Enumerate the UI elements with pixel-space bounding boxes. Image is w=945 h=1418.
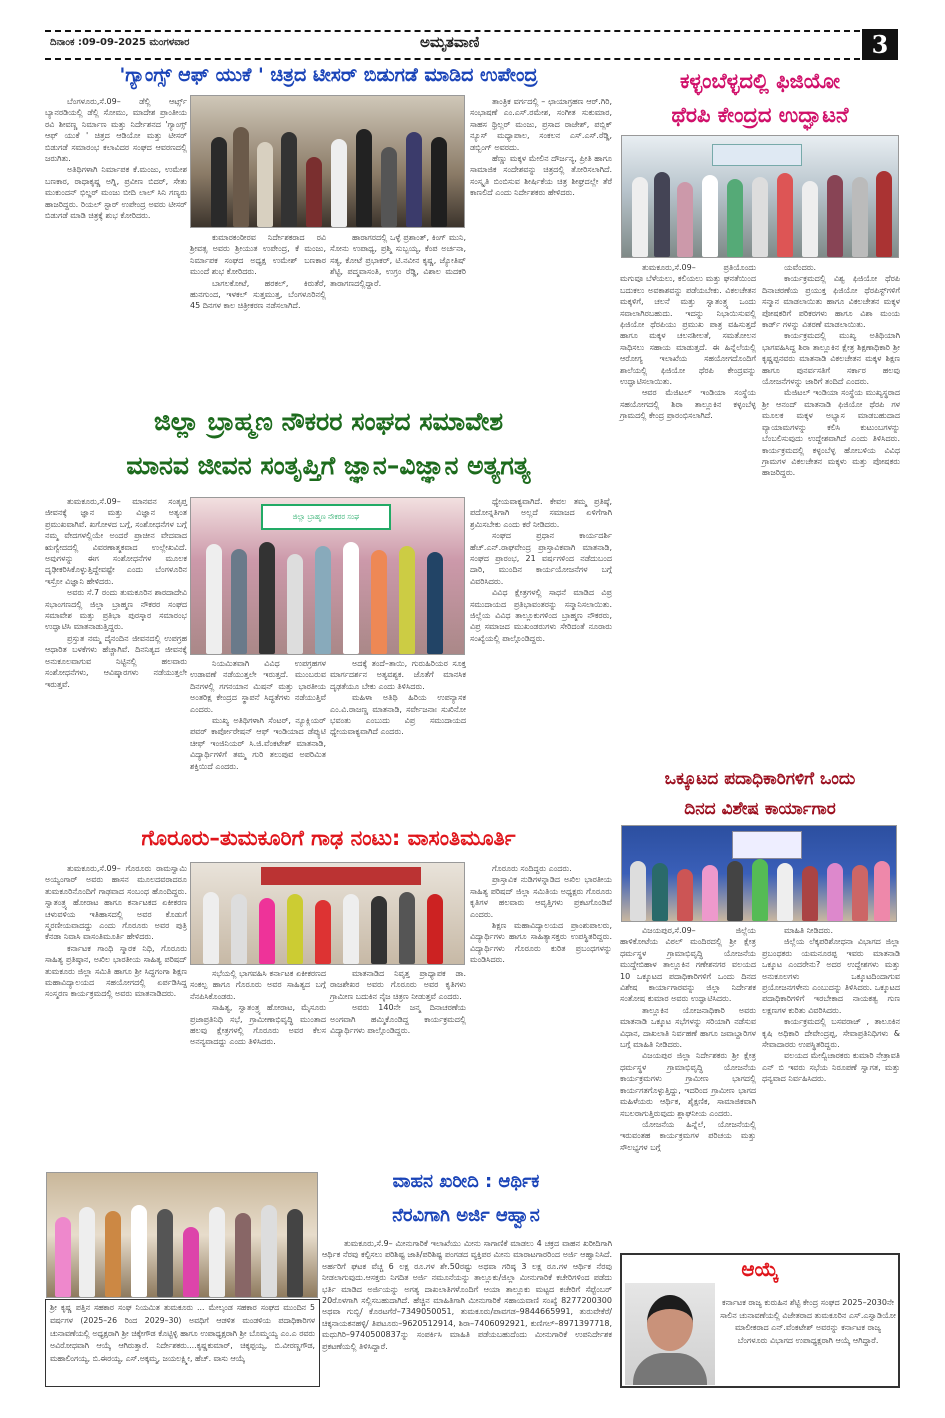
headline-workshop bbox=[620, 764, 900, 824]
paragraph: ತುಮಕೂರು,ಸೆ.09– ಗೊರೂರು ರಾಮಸ್ವಾಮಿ ಅಯ್ಯಂಗಾರ್ ಅವರು ಹಾಸನ ಮೂಲದವರಾದರೂ ತುಮಕೂರಿನೊಂದಿಗೆ ಗಾಢವಾದ ಸಂಬಂಧ ಹೊಂದಿದ್ದರು. ಸ್ವಾತಂತ್ರ್ಯ ಹೋರಾಟ ಹಾಗೂ ಕರ್ನಾಟಕದ ಏಕೀಕರಣ ಚಳುವಳಿಯ ಇತಿಹಾಸದಲ್ಲಿ ಅವರ ಕೊಡುಗೆ ಸ್ಮರಣೀಯವಾದದ್ದು ಎಂದು ಗೊರೂರು ಅವರ ಪುತ್ರಿ ಕೆನಡಾ ನಿವಾಸಿ ವಾಸಂತಿಮೂರ್ತಿ ಹೇಳಿದರು. bbox=[45, 864, 187, 942]
paragraph: ವಲಯದ ಮೇಲ್ವಿಚಾರಕರು ಕುಮಾರಿ ನೇತ್ರಾವತಿ ಎನ್ ಬಿ ಇವರು ಸಭೆಯ ನಿರೂಪಣೆ ಸ್ವಾಗತ, ಮತ್ತು ಧನ್ಯವಾದ ನಿರ್ವಹಿಸಿದರು. bbox=[762, 1051, 901, 1084]
paragraph: ಅದಕ್ಕೆ ತಂದೆ–ತಾಯಿ, ಗುರುಹಿರಿಯರ ಸೂಕ್ತ ಮಾರ್ಗದರ್ಶನ ಅತ್ಯವಶ್ಯಕ. ಜೊತೆಗೆ ಮಾನಸಿಕ ದೃಢತೆಯೂ ಬೇಕು ಎಂದು ತಿಳಿಸಿದರು. bbox=[330, 659, 466, 691]
article-vehicle-aid-body bbox=[322, 1238, 612, 1386]
selection-notice-box bbox=[620, 1253, 900, 1388]
paragraph: ತಾಂತ್ರಿಕ ವರ್ಗದಲ್ಲಿ – ಛಾಯಾಗ್ರಹಣ ಆರ್.ಗಿರಿ, ಸಂಭಾಷಣೆ ಎಂ.ಎಸ್.ರಮೇಶ, ಸಂಗೀತ ಸುಕುಮಾರ, ಸಾಹಸ ಥ್ರಿಲ್ಲರ್ ಮಂಜು, ಪ್ರಸಾದ ರಾಜೇಶ್, ಪಬ್ಲಿಕ್ ನ್ಯೂಸ್ ಮಧ್ಯಾಪಾಲ, ಸಂಕಲನ ಎಸ್.ಎಸ್.ರೆಡ್ಡಿ, ಡಬ್ಬಿಂಗ್ ಅವರದು. bbox=[470, 97, 612, 152]
paragraph: ಹೆಣ್ಣು ಮಕ್ಕಳ ಮೇಲಿನ ದೌರ್ಜನ್ಯ, ಪ್ರೀತಿ ಹಾಗೂ ಸಾಮಾಜಿಕ ಸಂದೇಶವನ್ನು ಚಿತ್ರದಲ್ಲಿ ತೋರಿಸಲಾಗಿದೆ. ಸಂಸ್ಕೃತಿ ಬಿಂಬಿಸುವ ಶೀರ್ಷಿಕೆಯ ಚಿತ್ರ ಶೀಘ್ರದಲ್ಲೇ ತೆರೆ ಕಾಣಲಿದೆ ಎಂದು ನಿರ್ದೇಶಕರು ಹೇಳಿದರು. bbox=[470, 154, 612, 198]
paragraph: ಪ್ರಾಸ್ತಾವಿಕ ನುಡಿಗಳನ್ನಾಡಿದ ಅಖಿಲ ಭಾರತೀಯ ಸಾಹಿತ್ಯ ಪರಿಷದ್ ಜಿಲ್ಲಾ ಸಮಿತಿಯ ಅಧ್ಯಕ್ಷರು ಗೊರೂರು ಕೃತಿಗಳ ಹಲವಾರು ಆವೃತ್ತಿಗಳು ಪ್ರಕಟಗೊಂಡಿವೆ ಎಂದರು. bbox=[470, 875, 612, 919]
headline-line: ಕಳ್ಳಂಬೆಳ್ಳದಲ್ಲಿ ಫಿಜಿಯೋ bbox=[679, 69, 841, 93]
headline-line: ಮಾನವ ಜೀವನ ಸಂತೃಪ್ತಿಗೆ ಜ್ಞಾನ–ವಿಜ್ಞಾನ ಅತ್ಯಗತ್ಯ bbox=[126, 451, 531, 480]
paragraph: ಸಭೆಯಲ್ಲಿ ಭಾಗವಹಿಸಿ ಕರ್ನಾಟಕ ಏಕೀಕರಣದ ಸಂಕಲ್ಪ ಹಾಗೂ ಗೊರೂರು ಅವರ ಸಾಹಿತ್ಯದ ಬಗ್ಗೆ ನೆನಪಿಸಿಕೊಂಡರು. bbox=[190, 969, 326, 1001]
headline-line: ನೆರವಿಗಾಗಿ ಅರ್ಜಿ ಆಹ್ವಾನ bbox=[392, 1205, 540, 1226]
article-physio-col1 bbox=[620, 262, 756, 760]
photo-film-team bbox=[190, 95, 465, 228]
paragraph: ಶಿಕ್ಷಣ ಮಹಾವಿದ್ಯಾಲಯದ ಪ್ರಾಂಶುಪಾಲರು, ವಿದ್ಯಾರ್ಥಿಗಳು ಹಾಗೂ ಸಾಹಿತ್ಯಾಸಕ್ತರು ಉಪಸ್ಥಿತರಿದ್ದರು. ವಿದ್ಯಾರ್ಥಿಗಳು ಗೊರೂರು ಕುರಿತ ಪ್ರಬಂಧಗಳನ್ನು ಮಂಡಿಸಿದರು. bbox=[470, 921, 612, 965]
article-gangs-col2 bbox=[190, 232, 326, 390]
headline-line: ಥೆರಪಿ ಕೇಂದ್ರದ ಉದ್ಘಾಟನೆ bbox=[671, 103, 849, 127]
paragraph: ಕರ್ನಾಟಕ ಗಾಂಧಿ ಸ್ಮಾರಕ ನಿಧಿ, ಗೊರೂರು ಸಾಹಿತ್ಯ ಪ್ರತಿಷ್ಠಾನ, ಅಖಿಲ ಭಾರತೀಯ ಸಾಹಿತ್ಯ ಪರಿಷದ್ ತುಮಕೂರು ಜಿಲ್ಲಾ ಸಮಿತಿ ಹಾಗೂ ಶ್ರೀ ಸಿದ್ಧಗಂಗಾ ಶಿಕ್ಷಣ ಮಹಾವಿದ್ಯಾಲಯದ ಸಹಯೋಗದಲ್ಲಿ ಏರ್ಪಡಿಸಿದ್ದ ಸಂಸ್ಮರಣ ಕಾರ್ಯಕ್ರಮದಲ್ಲಿ ಅವರು ಮಾತನಾಡಿದರು. bbox=[45, 943, 187, 999]
paragraph: ಹಾರಾಗರದಲ್ಲಿ ಒಳ್ಳೆ ಪ್ರಶಾಂತ್, ಕಿಂಗ್ ಮುನಿ, ಸೋನು ಉಪಾಧ್ಯ, ಪ್ರಶ್ಮಿ ಸುಬ್ಬಯ್ಯ, ಕೆಂಪ ಅರ್ಚನಾ, ಸತ್ಯ, ಕೋಟೆ ಪ್ರಭಾಕರ್, ಟಿ.ನವೀನ ಕೃಷ್ಣ, ಜ್ಯೋತಿಷ್ ಶೆಟ್ಟಿ, ಪದ್ಮವಾಸಂತಿ, ಉಗ್ರಂ ರೆಡ್ಡಿ, ವಿಶಾಲ ಮದಕರಿ ತಾರಾಗಣದಲ್ಲಿದ್ದಾರೆ. bbox=[330, 233, 466, 288]
paragraph: ಕಾರ್ಯಕ್ರಮದಲ್ಲಿ ಮುಖ್ಯ ಅತಿಥಿಯಾಗಿ ಭಾಗವಹಿಸಿದ್ದ ಶಿರಾ ತಾಲ್ಲೂಕಿನ ಕ್ಷೇತ್ರ ಶಿಕ್ಷಣಾಧಿಕಾರಿ ಶ್ರೀ ಕೃಷ್ಣಪ್ಪನವರು ಮಾತನಾಡಿ ವಿಕಲಚೇತನ ಮಕ್ಕಳ ಶಿಕ್ಷಣ ಹಾಗೂ ಪುನರ್ವಸತಿಗೆ ಸರ್ಕಾರ ಹಲವು ಯೋಜನೆಗಳನ್ನು ಜಾರಿಗೆ ತಂದಿದೆ ಎಂದರು. bbox=[762, 331, 900, 387]
page-number: 3 bbox=[862, 29, 898, 60]
paragraph: ಮೆಜಿಟಲ್ ಇಂಡಿಯಾ ಸಂಸ್ಥೆಯ ಮುಖ್ಯಸ್ಥರಾದ ಶ್ರೀ ಆನಂದ್ ಮಾತನಾಡಿ ಫಿಜಿಯೋ ಥೆರಪಿ ಗಳ ಮೂಲಕ ಮಕ್ಕಳ ಅಭ್ಯಾಸ ಮಾಡಬಹುದಾದ ವ್ಯಾಯಾಮಗಳನ್ನು ಕಲಿಸಿ ಕುಟುಂಬಗಳನ್ನು ಬೆಂಬಲಿಸುವುದು ಉದ್ದೇಶವಾಗಿದೆ ಎಂದು ತಿಳಿಸಿದರು. ಕಾರ್ಯಕ್ರಮದಲ್ಲಿ ಕಳ್ಳಂಬೆಳ್ಳ ಹೋಬಳಿಯ ವಿವಿಧ ಗ್ರಾಮಗಳ ವಿಕಲಚೇತನ ಮಕ್ಕಳು ಮತ್ತು ಪೋಷಕರು ಹಾಜರಿದ್ದರು. bbox=[762, 388, 900, 478]
newspaper-title: ಅಮೃತವಾಣಿ bbox=[420, 33, 480, 51]
headline-gangs-of-uk: 'ಗ್ಯಾಂಗ್ಸ್ ಆಫ್ ಯುಕೆ ' ಚಿತ್ರದ ಟೀಸರ್ ಬಿಡುಗಡೆ ಮಾಡಿದ ಉಪೇಂದ್ರ bbox=[119, 64, 538, 86]
notice-text: ಕರ್ನಾಟಕ ರಾಜ್ಯ ಕುರುಹಿನ ಶೆಟ್ಟಿ ಕೇಂದ್ರ ಸಂಘದ 2025–2030ನೇ ಸಾಲಿನ ಚುನಾವಣೆಯಲ್ಲಿ ವಿಜೇತರಾದ ತುಮಕೂರಿನ ಎಸ್.ಎಸ್ವಾಡಿಯೋ ಮಾಲೀಕರಾದ ಎನ್.ವೆಂಕಟೇಶ್ ಅವರನ್ನು ಕರ್ನಾಟಕ ರಾಜ್ಯ ಬೆಂಗಳೂರು ವಿಭಾಗದ ಉಪಾಧ್ಯಕ್ಷರಾಗಿ ಆಯ್ಕೆ ಆಗಿದ್ದಾರೆ. bbox=[720, 1298, 896, 1345]
article-goruru-col1 bbox=[45, 863, 187, 1163]
paragraph: ತುಮಕೂರು,ಸೆ.09– ಪ್ರತಿಯೊಂದು ಮಗುವೂ ಬೆಳೆಯಲು, ಕಲಿಯಲು ಮತ್ತು ಘನತೆಯಿಂದ ಬದುಕಲು ಅವಕಾಶವನ್ನು ಪಡೆಯಬೇಕು. ವಿಕಲಚೇತನ ಮಕ್ಕಳಿಗೆ, ಚಲನೆ ಮತ್ತು ಸ್ವಾತಂತ್ರ್ಯ ಒಂದು ಸವಾಲಾಗಿರಬಹುದು. ಇದನ್ನು ನಿಭಾಯಿಸುವಲ್ಲಿ ಫಿಜಿಯೋ ಥೆರಪಿಯು ಪ್ರಮುಖ ಪಾತ್ರ ವಹಿಸುತ್ತದೆ ಹಾಗೂ ಮಕ್ಕಳ ಚಲನಶೀಲತೆ, ಸಮತೋಲನ ಸಾಧಿಸಲು ಸಹಾಯ ಮಾಡುತ್ತದೆ. ಈ ಹಿನ್ನೆಲೆಯಲ್ಲಿ ಆರೋಗ್ಯ ಇಲಾಖೆಯ ಸಹಯೋಗದೊಂದಿಗೆ ಶಾಲೆಯಲ್ಲಿ ಫಿಜಿಯೋ ಥೆರಪಿ ಕೇಂದ್ರವನ್ನು ಉದ್ಘಾಟಿಸಲಾಯಿತು. bbox=[620, 263, 756, 387]
headline-line: ದಿನದ ವಿಶೇಷ ಕಾರ್ಯಾಗಾರ bbox=[684, 799, 836, 819]
paragraph: ಯೋಜನೆಯ ಹಿನ್ನೆಲೆ, ಯೋಜನೆಯಲ್ಲಿ ಇರುವಂತಹ ಕಾರ್ಯಕ್ರಮಗಳ ಪರಿಚಯ ಮತ್ತು ಸೌಲಭ್ಯಗಳ ಬಗ್ಗೆ bbox=[620, 1119, 756, 1152]
paragraph: ಜಿಲ್ಲೆಯ ಲೆಕ್ಕಪರಿಶೋಧನಾ ವಿಭಾಗದ ಜಿಲ್ಲಾ ಪ್ರಬಂಧಕರು ಯಮನೂರಪ್ಪ ಇವರು ಮಾತನಾಡಿ ಒಕ್ಕೂಟ ಎಂದರೇನು? ಅದರ ಉದ್ದೇಶಗಳು ಮತ್ತು ಅನುಕೂಲಗಳು ಒಕ್ಕೂಟದಿಂದಾಗುವ ಪ್ರಯೋಜನಗಳೇನು ಎಂಬುದನ್ನು ತಿಳಿಸಿದರು. ಒಕ್ಕೂಟದ ಪದಾಧಿಕಾರಿಗಳಿಗೆ ಇರಬೇಕಾದ ನಾಯಕತ್ವ ಗುಣ ಲಕ್ಷಣಗಳ ಕುರಿತು ವಿವರಿಸಿದರು. bbox=[762, 937, 900, 1015]
paragraph: ಮಾಹಿತಿ ನೀಡಿದರು. bbox=[784, 926, 833, 935]
headline-physio bbox=[620, 64, 900, 132]
article-brahmin-col2 bbox=[190, 658, 326, 771]
photo-cooperative-society bbox=[46, 1172, 318, 1298]
paragraph: ಕಾರ್ಯಕ್ರಮದಲ್ಲಿ ಬಸವರಾಜ್ , ತಾಲೂಕಿನ ಕೃಷಿ ಅಧಿಕಾರಿ ದೇವೇಂದ್ರಪ್ಪ, ಸೇವಾಪ್ರತಿನಿಧಿಗಳು & ಸೇವಾದಾರರು ಉಪಸ್ಥಿತರಿದ್ದರು. bbox=[762, 1017, 900, 1050]
paragraph: ಅತಿಥಿಗಳಾಗಿ ನಿರ್ಮಾಪಕ ಕೆ.ಮಂಜು, ಉಮೇಶ ಬಣಕಾರ, ರಾಧಾಕೃಷ್ಣ ಅಗ್ನಿ, ಪ್ರವೀಣ ಬಿದರ್, ಸೇತು ಮುಕುಂದನ್ ಭಿಲ್ಡರ್ ಮಂಜು ಬೀದಿ ಲಾಲ್ ಸಿನಿ ಗಣ್ಯರು ಹಾಜರಿದ್ದರು. ರಿಯಲ್ ಸ್ಟಾರ್ ಉಪೇಂದ್ರ ಅವರು ಟೀಸರ್ ಬಿಡುಗಡೆ ಮಾಡಿ ಚಿತ್ರಕ್ಕೆ ಶುಭ ಕೋರಿದರು. bbox=[45, 165, 187, 221]
photo-brahmin-convention bbox=[190, 497, 465, 655]
photo-goruru-event bbox=[190, 862, 465, 965]
paragraph: ಅವರು 140ನೇ ಜನ್ಮ ದಿನಾಚರಣೆಯ ಅಂಗವಾಗಿ ಹಮ್ಮಿಕೊಂಡಿದ್ದ ಕಾರ್ಯಕ್ರಮದಲ್ಲಿ ವಿದ್ಯಾರ್ಥಿಗಳು ಪಾಲ್ಗೊಂಡಿದ್ದರು. bbox=[330, 1003, 466, 1036]
article-gangs-col3 bbox=[330, 232, 466, 390]
paragraph: ಸಾಹಿತ್ಯ, ಸ್ವಾತಂತ್ರ್ಯ ಹೋರಾಟ, ಮೈಸೂರು ಪ್ರಜಾಪ್ರತಿನಿಧಿ ಸಭೆ, ಗ್ರಾಮೀಣಾಭಿವೃದ್ಧಿ ಮುಂತಾದ ಹಲವು ಕ್ಷೇತ್ರಗಳಲ್ಲಿ ಗೊರೂರು ಅವರ ಕೆಲಸ ಅನನ್ಯವಾದದ್ದು ಎಂದು ತಿಳಿಸಿದರು. bbox=[190, 1003, 326, 1047]
article-workshop-col1 bbox=[620, 925, 756, 1247]
article-workshop-col2 bbox=[762, 925, 900, 1247]
paragraph: ಧ್ಯೇಯವಾಕ್ಯವಾಗಿದೆ. ಕೇವಲ ತಮ್ಮ ಪ್ರತಿಷ್ಠೆ, ಪದೋನ್ನತಿಗಾಗಿ ಅಲ್ಲದೆ ಸಮಾಜದ ಏಳಿಗೆಗಾಗಿ ಶ್ರಮಿಸಬೇಕು ಎಂದು ಕರೆ ನೀಡಿದರು. bbox=[470, 497, 612, 529]
article-goruru-col4 bbox=[470, 863, 612, 1163]
article-gangs-col1 bbox=[45, 96, 187, 390]
paragraph: ಆವರ ಮೆಜಿಟಲ್ ಇಂಡಿಯಾ ಸಂಸ್ಥೆಯ ಸಹಯೋಗದಲ್ಲಿ ಶಿರಾ ತಾಲ್ಲೂಕಿನ ಕಳ್ಳಂಬೆಳ್ಳ ಗ್ರಾಮದಲ್ಲಿ ಕೇಂದ್ರ ಪ್ರಾರಂಭಿಸಲಾಗಿದೆ. bbox=[620, 388, 756, 421]
issue-date: ದಿನಾಂಕ :09-09-2025 ಮಂಗಳವಾರ bbox=[50, 37, 190, 48]
photo-physio-inauguration bbox=[621, 135, 899, 258]
paragraph: ನಿಯಮಿತವಾಗಿ ವಿವಿಧ ಉಪಗ್ರಹಗಳ ಉಡಾವಣೆ ನಡೆಯುತ್ತಲೇ ಇರುತ್ತದೆ. ಮುಂಬರುವ ದಿನಗಳಲ್ಲಿ ಗಗನಯಾನ ಮಿಷನ್ ಮತ್ತು ಭಾರತೀಯ ಅಂತರಿಕ್ಷ ಕೇಂದ್ರದ ಸ್ಥಾಪನೆ ಸಿದ್ಧತೆಗಳು ನಡೆಯುತ್ತಿವೆ ಎಂದರು. bbox=[190, 659, 326, 714]
paragraph: ಅವರು ಸೆ.7 ರಂದು ತುಮಕೂರಿನ ಶಾರದಾದೇವಿ ಸಭಾಂಗಣದಲ್ಲಿ ಜಿಲ್ಲಾ ಬ್ರಾಹ್ಮಣ ನೌಕರರ ಸಂಘದ ಸಮಾವೇಶ ಮತ್ತು ಪ್ರತಿಭಾ ಪುರಸ್ಕಾರ ಸಮಾರಂಭ ಉದ್ಘಾಟಿಸಿ ಮಾತನಾಡುತ್ತಿದ್ದರು. bbox=[45, 588, 187, 632]
rule-bottom bbox=[45, 58, 860, 60]
paragraph: ಗೊರೂರು ಸಂದಿದ್ದರು ಎಂದರು. bbox=[492, 864, 572, 873]
paragraph: ತುಮಕೂರು,ಸೆ.9– ಮೀನುಗಾರಿಕೆ ಇಲಾಖೆಯು ಮೀನು ಸಾಗಾಣಿಕೆ ಮಾಡಲು 4 ಚಕ್ರದ ವಾಹನ ಖರೀದಿಗಾಗಿ ಆರ್ಥಿಕ ನೆರವು ಕಲ್ಪಿಸಲು ಪರಿಶಿಷ್ಟ ಜಾತಿ/ಪರಿಶಿಷ್ಟ ಪಂಗಡದ ವ್ಯಕ್ತಿಪರ ಮೀನು ಮಾರಾಟಗಾರರಿಂದ ಅರ್ಜಿ ಆಹ್ವಾನಿಸಿದೆ. ಅರ್ಹರಿಗೆ ಘಟಕ ವೆಚ್ಚ 6 ಲಕ್ಷ ರೂ.ಗಳ ಶೇ.50ರಷ್ಟು ಅಥವಾ ಗರಿಷ್ಠ 3 ಲಕ್ಷ ರೂ.ಗಳ ಆರ್ಥಿಕ ನೆರವು ನೀಡಲಾಗುವುದು.ಆಸಕ್ತರು ನಿಗದಿತ ಅರ್ಜಿ ನಮೂನೆಯನ್ನು ತಾಲ್ಲೂಕು/ಜಿಲ್ಲಾ ಮೀನುಗಾರಿಕೆ ಕಚೇರಿಗಳಿಂದ ಪಡೆದು ಭರ್ತಿ ಮಾಡಿದ ಅರ್ಜಿಯನ್ನು ಅಗತ್ಯ ದಾಖಲಾತಿಗಳೊಂದಿಗೆ ಆಯಾ ತಾಲ್ಲೂಕು ಮಟ್ಟದ ಕಚೇರಿಗೆ ಸೆಪ್ಟೆಂಬರ್ 20ರೊಳಗಾಗಿ ಸಲ್ಲಿಸಬಹುದಾಗಿದೆ. ಹೆಚ್ಚಿನ ಮಾಹಿತಿಗಾಗಿ ಮೀನುಗಾರಿಕೆ ಸಹಾಯವಾಣಿ ಸಂಖ್ಯೆ 8277200300 ಅಥವಾ ಗುಬ್ಬಿ/ ಕೊರಟಗೆರೆ–7349050051, ತುಮಕೂರು/ಪಾವಗಡ–9844665991, ತುರುವೇಕೆರೆ/ ಚಿಕ್ಕನಾಯಕನಹಳ್ಳಿ/ ತಿಪಟೂರು–9620512914, ಶಿರಾ–7406092921, ಕುಣಿಗಲ್–8971397718, ಮಧುಗಿರಿ–9740500837ನ್ನು ಸಂಪರ್ಕಿಸಿ ಮಾಹಿತಿ ಪಡೆಯಬಹುದೆಂದು ಮೀನುಗಾರಿಕೆ ಉಪನಿರ್ದೇಶಕ ಪ್ರಕಟಣೆಯಲ್ಲಿ ತಿಳಿಸಿದ್ದಾರೆ. bbox=[322, 1239, 612, 1351]
headline-brahmin-convention bbox=[45, 400, 612, 488]
article-brahmin-col1 bbox=[45, 496, 187, 760]
paragraph: ವಿವಿಧ ಕ್ಷೇತ್ರಗಳಲ್ಲಿ ಸಾಧನೆ ಮಾಡಿದ ವಿಪ್ರ ಸಮುದಾಯದ ಪ್ರತಿಭಾವಂತರನ್ನು ಸನ್ಮಾನಿಸಲಾಯಿತು. ಜಿಲ್ಲೆಯ ವಿವಿಧ ತಾಲ್ಲೂಕುಗಳಿಂದ ಬ್ರಾಹ್ಮಣ ನೌಕರರು, ವಿಪ್ರ ಸಮಾಜದ ಮುಖಂಡರುಗಳು ಸೇರಿದಂತೆ ನೂರಾರು ಸಂಖ್ಯೆಯಲ್ಲಿ ಪಾಲ್ಗೊಂಡಿದ್ದರು. bbox=[470, 588, 612, 643]
photo-workshop bbox=[621, 825, 897, 922]
portrait-photo bbox=[625, 1283, 715, 1385]
article-brahmin-col4 bbox=[470, 496, 612, 760]
paragraph: ಮಹಿಳಾ ಅತಿಥಿ ಹಿರಿಯ ಉಪನ್ಯಾಸಕ ಎಂ.ವಿ.ರಾಜಣ್ಣ ಮಾತನಾಡಿ, ಸರ್ವೇಜನಾಃ ಸುಖಿನೋ ಭವಂತು ಎಂಬುದು ವಿಪ್ರ ಸಮುದಾಯದ ಧ್ಯೇಯವಾಕ್ಯವಾಗಿದೆ ಎಂದರು. bbox=[330, 693, 466, 737]
paragraph: ಕುಮಾರಕಂಠೀರವ ನಿರ್ದೇಶಕರಾದ ರವಿ ಶ್ರೀವತ್ಸ ಅವರು ಶ್ರೀಯುತ ಉಪೇಂದ್ರ, ಕೆ ಮಂಜು, ನಿರ್ಮಾಪಕ ಸಂಘದ ಅಧ್ಯಕ್ಷ ಉಮೇಶ್ ಬಣಕಾರ ಮುಂದೆ ಶುಭ ಕೋರಿದರು. bbox=[190, 233, 326, 277]
headline-vehicle-aid bbox=[320, 1165, 612, 1233]
headline-line: ಜಿಲ್ಲಾ ಬ್ರಾಹ್ಮಣ ನೌಕರರ ಸಂಘದ ಸಮಾವೇಶ bbox=[153, 407, 504, 436]
headline-line: ವಾಹನ ಖರೀದಿ : ಆರ್ಥಿಕ bbox=[392, 1171, 540, 1192]
paragraph: ಬಾಗಲಕೋಟೆ, ಹರಕಲ್, ಕಿರುತೆರೆ, ಹುನಗುಂದ, ಇಳಕಲ್ ಸುತ್ತಮುತ್ತ, ಬೆಂಗಳೂರಿನಲ್ಲಿ 45 ದಿನಗಳ ಕಾಲ ಚಿತ್ರೀಕರಣ ನಡೆಸಲಾಗಿದೆ. bbox=[190, 278, 326, 311]
paragraph: ಪ್ರಸ್ತುತ ನಮ್ಮ ದೈನಂದಿನ ಜೀವನದಲ್ಲಿ ಉಪಗ್ರಹ ಆಧಾರಿತ ಬಳಕೆಗಳು ಹೆಚ್ಚಾಗಿವೆ. ದಿನನಿತ್ಯದ ಜೀವನಕ್ಕೆ ಅನುಕೂಲವಾಗುವ ನಿಟ್ಟಿನಲ್ಲಿ ಹಲವಾರು ಸಂಶೋಧನೆಗಳು, ಆವಿಷ್ಕಾರಗಳು ನಡೆಯುತ್ತಲೇ ಇರುತ್ತವೆ. bbox=[45, 633, 187, 689]
paragraph: ವಿಜಯಪುರ ಜಿಲ್ಲಾ ನಿರ್ದೇಶಕರು ಶ್ರೀ ಕ್ಷೇತ್ರ ಧರ್ಮಸ್ಥಳ ಗ್ರಾಮಾಭಿವೃದ್ಧಿ ಯೋಜನೆಯ ಕಾರ್ಯಕ್ರಮಗಳು ಗ್ರಾಮೀಣ ಭಾಗದಲ್ಲಿ ಕಾರ್ಯಗತಗೊಳ್ಳುತ್ತಿದ್ದು, ಇದರಿಂದ ಗ್ರಾಮೀಣ ಭಾಗದ ಮಹಿಳೆಯರು ಆರ್ಥಿಕ, ಶೈಕ್ಷಣಿಕ, ಸಾಮಾಜಿಕವಾಗಿ ಸಬಲರಾಗುತ್ತಿರುವುದು ಶ್ಲಾಘನೀಯ ಎಂದರು. bbox=[620, 1051, 756, 1118]
paragraph: ತುಮಕೂರು,ಸೆ.09– ಮಾನವನ ಸಂತೃಪ್ತ ಜೀವನಕ್ಕೆ ಜ್ಞಾನ ಮತ್ತು ವಿಜ್ಞಾನ ಅತ್ಯಂತ ಪ್ರಮುಖವಾಗಿವೆ. ಖಗೋಳದ ಬಗ್ಗೆ, ಸಂಶೋಧನೆಗಳ ಬಗ್ಗೆ ನಮ್ಮ ವೇದಗಳಲ್ಲಿಯೇ ಅಂದರೆ ಪ್ರಾಚೀನ ವೇದವಾದ ಋಗ್ವೇದದಲ್ಲಿ ವಿವರಣಾತ್ಮಕವಾದ ಉಲ್ಲೇಖವಿದೆ. ಅವುಗಳನ್ನು ಈಗ ಸಂಶೋಧನೆಗಳ ಮೂಲಕ ದೃಢೀಕರಿಸಿಕೊಳ್ಳುತ್ತಿದ್ದೇವಷ್ಟೇ ಎಂದು ಬೆಂಗಳೂರಿನ ಇಸ್ರೋ ವಿಜ್ಞಾನಿ ಹೇಳಿದರು. bbox=[45, 497, 187, 586]
paragraph: ಯವೆಂದರು. bbox=[784, 263, 817, 272]
article-gangs-col4 bbox=[470, 96, 612, 390]
headline-line: ಒಕ್ಕೂಟದ ಪದಾಧಿಕಾರಿಗಳಿಗೆ ಒಂದು bbox=[664, 769, 856, 789]
photo-caption: ಶ್ರೀ ಕೃಷ್ಣ ಪತ್ತಿನ ಸಹಕಾರ ಸಂಘ ನಿಯಮಿತ ತುಮಕೂರು ... ಮೇಲ್ಕಂಡ ಸಹಕಾರ ಸಂಘದ ಮುಂದಿನ 5 ವರ್ಷಗಳ (2025–26 ರಿಂದ 2029–30) ಅವಧಿಗೆ ಆಡಳಿತ ಮಂಡಳಿಯ ಪದಾಧಿಕಾರಿಗಳ ಚುನಾವಣೆಯಲ್ಲಿ ಅಧ್ಯಕ್ಷರಾಗಿ ಶ್ರೀ ಚಿಕ್ಕೇಗೌಡ ಕೊಟ್ಟಿಳ್ಳಿ ಹಾಗೂ ಉಪಾಧ್ಯಕ್ಷರಾಗಿ ಶ್ರೀ ಬೊಮ್ಮಯ್ಯ ಎಂ.ಎ ರವರು ಅವಿರೋಧವಾಗಿ ಆಯ್ಕೆ ಆಗಿರುತ್ತಾರೆ. ನಿರ್ದೇಶಕರು....ಕೃಷ್ಣಕುಮಾರ್, ಚಿಕ್ಕಪ್ಪಯ್ಯ, ಬಿ.ವೀರಣ್ಣಗೌಡ, ಮಹಾಲಿಂಗಯ್ಯ, ಬಿ.ಈರಯ್ಯ, ಎಸ್.ಅಕ್ಕಮ್ಮ, ಜಯಲಕ್ಷ್ಮೀ, ಹೆಚ್. ವಾಸು ಆಯ್ಕೆ bbox=[45, 1299, 320, 1387]
paragraph: ಕಾರ್ಯಕ್ರಮದಲ್ಲಿ ವಿಶ್ವ ಫಿಜಿಯೋ ಥೆರಪಿ ದಿನಾಚರಣೆಯ ಪ್ರಯುಕ್ತ ಫಿಜಿಯೋ ಥೆರಪಿಸ್ಟ್‌ಗಳಿಗೆ ಸನ್ಮಾನ ಮಾಡಲಾಯಿತು ಹಾಗೂ ವಿಕಲಚೇತನ ಮಕ್ಕಳ ಪೋಷಕರಿಗೆ ಪರಿಕರಗಳು ಹಾಗೂ ವಿಶಾ ಮಂಯ ಕಾರ್ಡ್ ಗಳನ್ನು ವಿತರಣೆ ಮಾಡಲಾಯಿತು. bbox=[762, 274, 900, 330]
article-goruru-col2 bbox=[190, 968, 326, 1163]
paragraph: ಮುಖ್ಯ ಅತಿಥಿಗಳಾಗಿ ಸೆಂಟರ್, ನ್ಯೂಕ್ಲಿಯರ್ ಪವರ್ ಕಾರ್ಪೋರೇಷನ್ ಆಫ್ ಇಂಡಿಯಾದ ಡೆಪ್ಯುಟಿ ಚೀಫ್ ಇಂಜಿನಿಯರ್ ಸಿ.ಜಿ.ವೆಂಕಟೇಶ್ ಮಾತನಾಡಿ, ವಿದ್ಯಾರ್ಥಿಗಳಿಗೆ ತಮ್ಮ ಗುರಿ ತಲುಪುವ ಅಪರಿಮಿತ ಶಕ್ತಿಯಿದೆ ಎಂದರು. bbox=[190, 716, 326, 771]
paragraph: ಸಂಘದ ಪ್ರಧಾನ ಕಾರ್ಯದರ್ಶಿ ಹೆಚ್.ಎನ್.ರಾಘವೇಂದ್ರ ಪ್ರಾಸ್ತಾವಿಕವಾಗಿ ಮಾತನಾಡಿ, ಸಂಘದ ಪ್ರಾರಂಭ, 21 ವರ್ಷಗಳಿಂದ ನಡೆದುಬಂದ ದಾರಿ, ಮುಂದಿನ ಕಾರ್ಯಯೋಜನೆಗಳ ಬಗ್ಗೆ ವಿವರಿಸಿದರು. bbox=[470, 531, 612, 586]
paragraph: ವಿಜಯಪುರ,ಸೆ.09– ಜಿಲ್ಲೆಯ ಹಾಳಿಕೋಟೆಯ ವಿಠಲ್ ಮಂದಿರದಲ್ಲಿ ಶ್ರೀ ಕ್ಷೇತ್ರ ಧರ್ಮಸ್ಥಳ ಗ್ರಾಮಾಭಿವೃದ್ಧಿ ಯೋಜನೆಯ ಮುದ್ದೇಬಿಹಾಳ ತಾಲ್ಲೂಕಿನ ಗಣೇಶನಗರ ವಲಯದ 10 ಒಕ್ಕೂಟದ ಪದಾಧಿಕಾರಿಗಳಿಗೆ ಒಂದು ದಿನದ ವಿಶೇಷ ಕಾರ್ಯಾಗಾರವನ್ನು ಜಿಲ್ಲಾ ನಿರ್ದೇಶಕ ಸಂತೋಷ ಕುಮಾರ ಅವರು ಉದ್ಘಾಟಿಸಿದರು. bbox=[620, 926, 756, 1004]
notice-heading: ಆಯ್ಕೆ bbox=[741, 1257, 779, 1281]
paragraph: ಬೆಂಗಳೂರು,ಸೆ.09– ಡೆಲ್ಲಿ ಆರ್ಟ್ಸ್ ಬ್ಯಾನರಡಿಯಲ್ಲಿ ಡೆಲ್ಲಿ ಸೋಮು, ಮಾದೇಶ ಪ್ರಾಂತೀಯ ರವಿ ಶೀವಣ್ಣ ನಿರ್ಮಾಣ ಮತ್ತು ನಿರ್ದೇಶನದ 'ಗ್ಯಾಂಗ್ಸ್ ಆಫ್ ಯುಕೆ ' ಚಿತ್ರದ ಆಡಿಯೋ ಮತ್ತು ಟೀಸರ್ ಬಿಡುಗಡೆ ಸಮಾರಂಭ ಕಲಾವಿದರ ಸಂಘದ ಆವರಣದಲ್ಲಿ ಜರುಗಿತು. bbox=[45, 97, 187, 164]
stage-banner: ಜಿಲ್ಲಾ ಬ್ರಾಹ್ಮಣ ನೌಕರರ ಸಂಘ bbox=[261, 504, 391, 530]
article-goruru-col3 bbox=[330, 968, 466, 1163]
rule-top bbox=[45, 30, 860, 32]
paragraph: ತಾಲ್ಲೂಕಿನ ಯೋಜನಾಧಿಕಾರಿ ಅವರು ಮಾತನಾಡಿ ಒಕ್ಕೂಟ ಸಭೆಗಳನ್ನು ಸರಿಯಾಗಿ ನಡೆಸುವ ವಿಧಾನ, ದಾಖಲಾತಿ ನಿರ್ವಹಣೆ ಹಾಗೂ ಜವಾಬ್ದಾರಿಗಳ ಬಗ್ಗೆ ಮಾಹಿತಿ ನೀಡಿದರು. bbox=[620, 1005, 756, 1050]
article-physio-col2 bbox=[762, 262, 900, 760]
article-brahmin-col3 bbox=[330, 658, 466, 760]
paragraph: ಮಾತನಾಡಿದ ನಿವೃತ್ತ ಪ್ರಾಧ್ಯಾಪಕ ಡಾ. ರಾಜಶೇಖರ ಅವರು ಗೊರೂರು ಅವರ ಕೃತಿಗಳು ಗ್ರಾಮೀಣ ಬದುಕಿನ ನೈಜ ಚಿತ್ರಣ ನೀಡುತ್ತವೆ ಎಂದರು. bbox=[330, 969, 466, 1001]
headline-goruru: ಗೊರೂರು–ತುಮಕೂರಿಗೆ ಗಾಢ ನಂಟು: ವಾಸಂತಿಮೂರ್ತಿ bbox=[141, 826, 516, 850]
